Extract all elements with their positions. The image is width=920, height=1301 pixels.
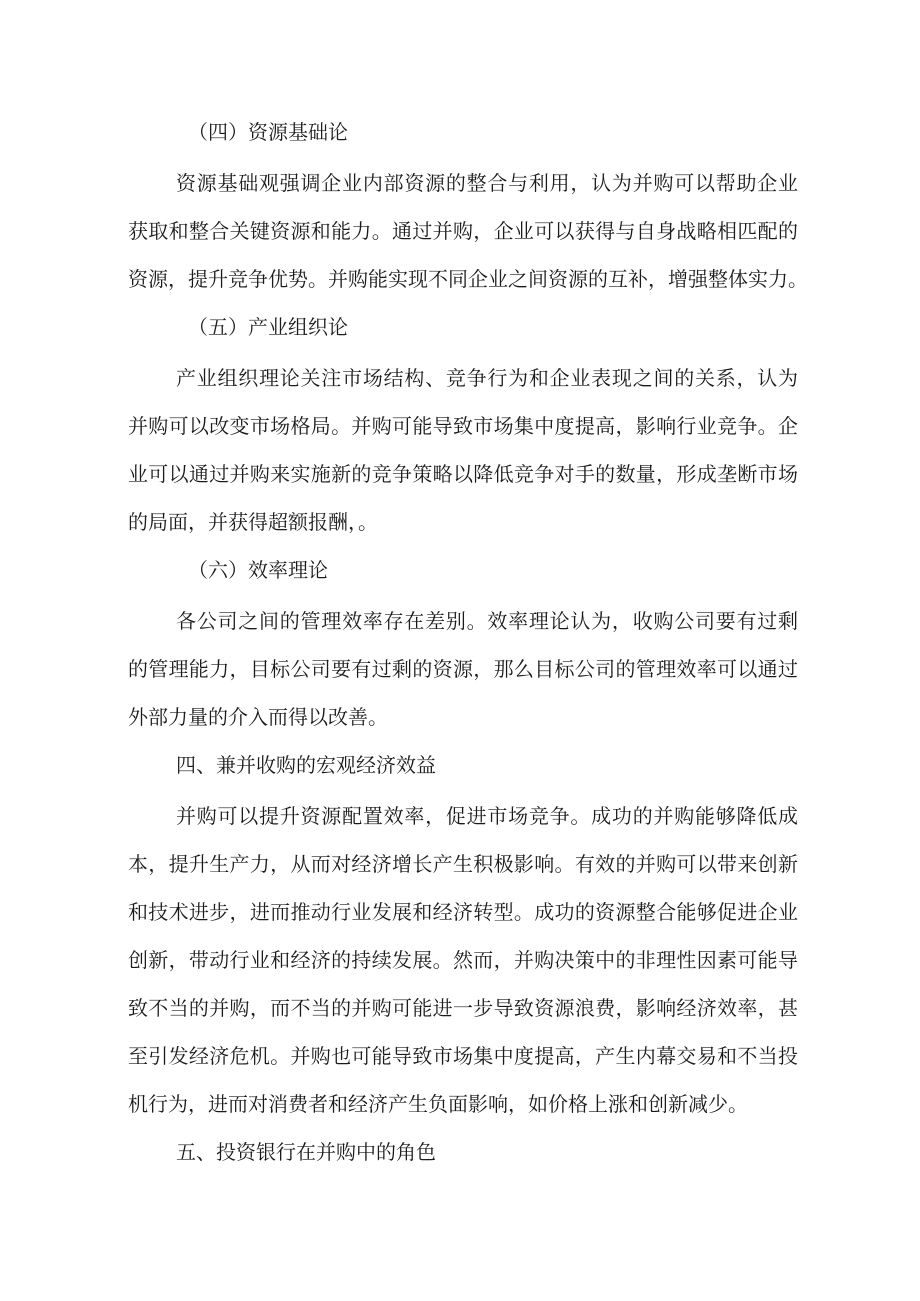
subheading-industrial-organization-theory: （五）产业组织论 [188, 315, 348, 339]
paragraph-line: 和技术进步，进而推动行业发展和经济转型。成功的资源整合能够促进企业 [128, 900, 798, 924]
paragraph-line: 至引发经济危机。并购也可能导致市场集中度提高，产生内幕交易和不当投 [128, 1044, 798, 1068]
paragraph-line: 资源基础观强调企业内部资源的整合与利用，认为并购可以帮助企业 [176, 171, 798, 195]
paragraph-line: 产业组织理论关注市场结构、竞争行为和企业表现之间的关系，认为 [176, 366, 798, 390]
paragraph-line: 的局面，并获得超额报酬，。 [128, 510, 378, 534]
paragraph-line: 获取和整合关键资源和能力。通过并购，企业可以获得与自身战略相匹配的 [128, 219, 798, 243]
paragraph-line: 业可以通过并购来实施新的竞争策略以降低竞争对手的数量，形成垄断市场 [128, 462, 798, 486]
paragraph-line: 并购可以提升资源配置效率，促进市场竞争。成功的并购能够降低成 [176, 804, 798, 828]
paragraph-line: 创新，带动行业和经济的持续发展。然而，并购决策中的非理性因素可能导 [128, 948, 798, 972]
subheading-resource-based-theory: （四）资源基础论 [188, 120, 348, 144]
paragraph-line: 致不当的并购，而不当的并购可能进一步导致资源浪费，影响经济效率，甚 [128, 996, 798, 1020]
paragraph-line: 资源，提升竞争优势。并购能实现不同企业之间资源的互补，增强整体实力。 [128, 267, 808, 291]
paragraph-line: 本，提升生产力，从而对经济增长产生积极影响。有效的并购可以带来创新 [128, 852, 798, 876]
paragraph-line: 机行为，进而对消费者和经济产生负面影响，如价格上涨和创新减少。 [128, 1092, 748, 1116]
paragraph-line: 外部力量的介入而得以改善。 [128, 705, 388, 729]
paragraph-line: 的管理能力，目标公司要有过剩的资源，那么目标公司的管理效率可以通过 [128, 657, 798, 681]
paragraph-line: 并购可以改变市场格局。并购可能导致市场集中度提高，影响行业竞争。企 [128, 414, 798, 438]
heading-investment-bank-role: 五、投资银行在并购中的角色 [176, 1140, 436, 1164]
subheading-efficiency-theory: （六）效率理论 [188, 558, 328, 582]
heading-macroeconomic-effects: 四、兼并收购的宏观经济效益 [176, 753, 436, 777]
paragraph-line: 各公司之间的管理效率存在差别。效率理论认为，收购公司要有过剩 [176, 609, 798, 633]
